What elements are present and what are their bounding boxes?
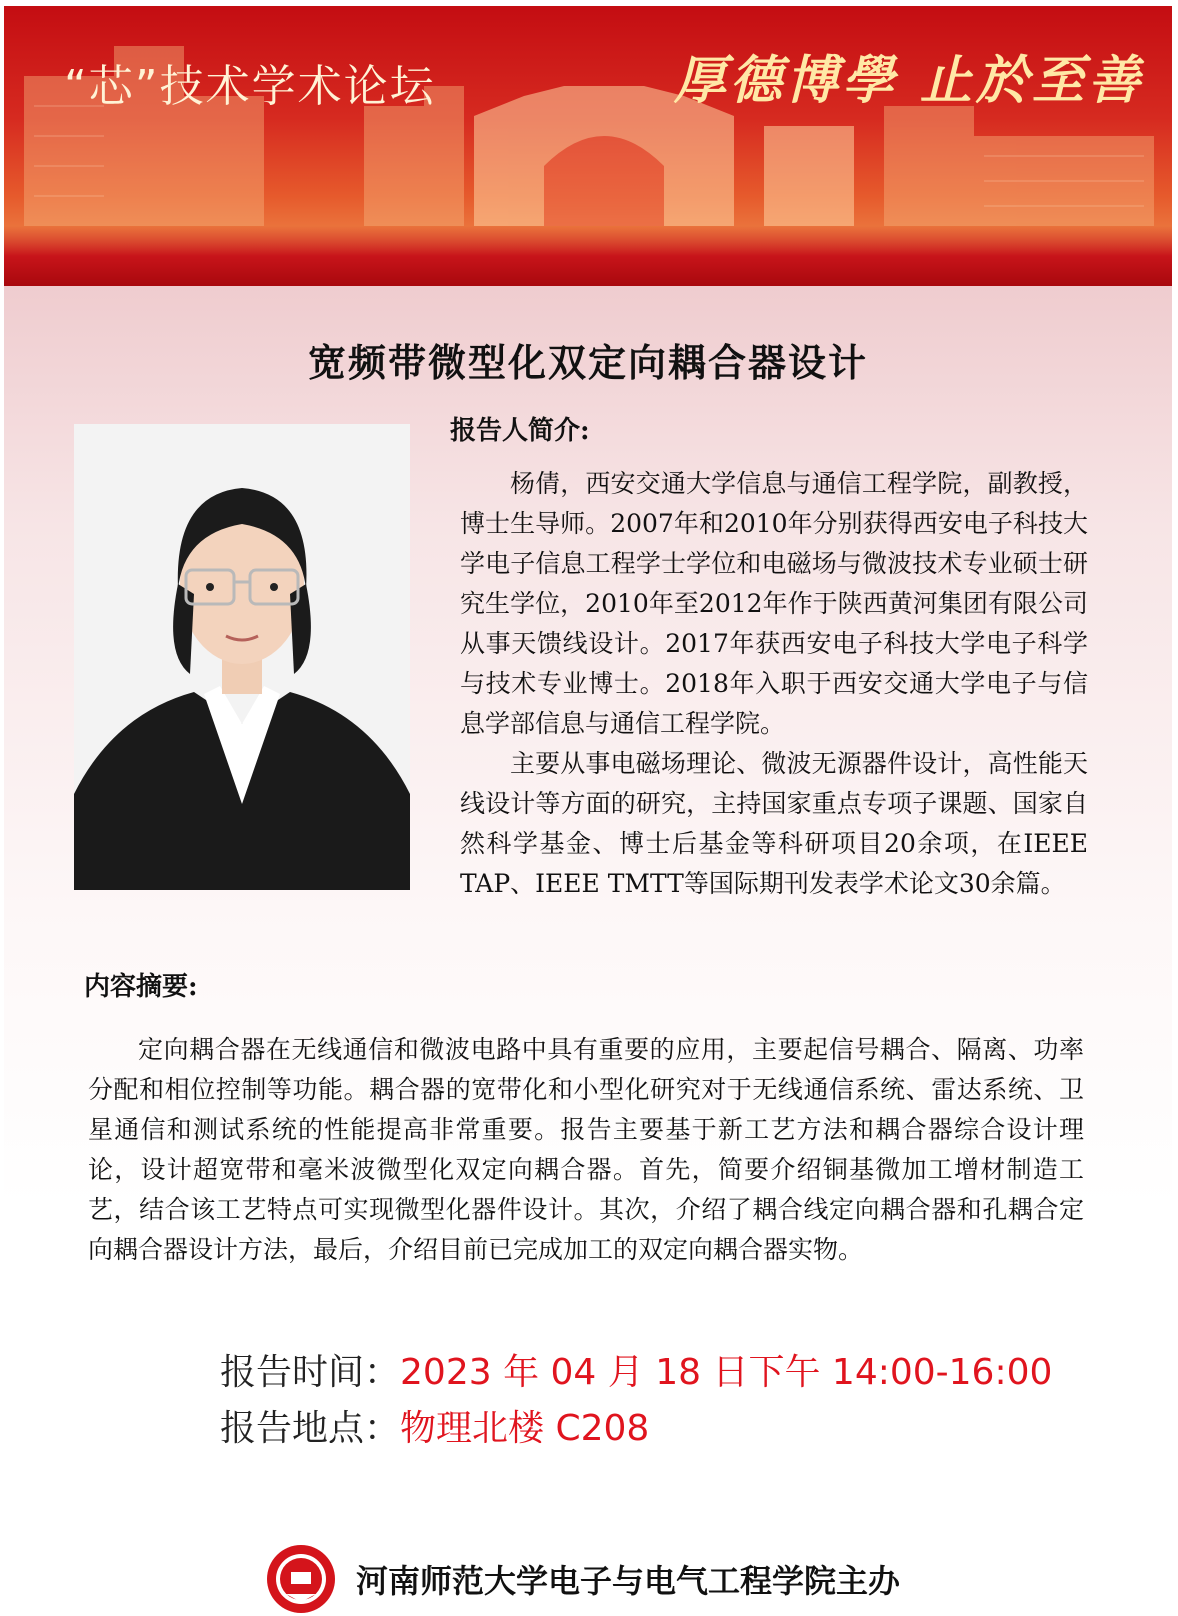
time-value: 2023 年 04 月 18 日下午 14:00-16:00 — [400, 1352, 1053, 1393]
abstract-body — [88, 1030, 1084, 1270]
bio-paragraph: 主要从事电磁场理论、微波无源器件设计，高性能天线设计等方面的研究，主持国家重点专项子课题、国家自然科学基金、博士后基金等科研项目20余项，在IEEE TAP、IEEE TMTT等国际期刊发表学术论文30余篇。 — [460, 749, 1088, 898]
speaker-intro-heading: 报告人简介: — [450, 416, 590, 446]
poster — [4, 6, 1172, 1610]
university-motto: 厚德博學 止於至善 — [673, 50, 1144, 111]
speaker-photo — [74, 424, 410, 890]
portrait-illustration — [74, 424, 410, 890]
abstract-heading: 内容摘要: — [84, 972, 198, 1002]
speaker-bio — [460, 464, 1088, 904]
report-time — [220, 1344, 1052, 1395]
talk-title: 宽频带微型化双定向耦合器设计 — [307, 340, 868, 385]
header-banner — [4, 6, 1172, 286]
place-value: 物理北楼 C208 — [400, 1408, 650, 1449]
banner-ribbon — [4, 226, 1172, 286]
time-label: 报告时间： — [220, 1352, 401, 1393]
forum-title: “芯”技术学术论坛 — [64, 61, 436, 112]
bio-paragraph: 杨倩，西安交通大学信息与通信工程学院，副教授，博士生导师。2007年和2010年分别获得西安电子科技大学电子信息工程学士学位和电磁场与微波技术专业硕士研究生学位，2010年至2012年作于陕西黄河集团有限公司从事天馈线设计。2017年获西安电子科技大学电子科学与技术专业博士。2018年入职于西安交通大学电子与信息学部信息与通信工程学院。 — [460, 469, 1088, 738]
report-place — [220, 1400, 649, 1451]
footer — [264, 1542, 984, 1616]
university-seal-icon — [264, 1542, 338, 1616]
organizer: 河南师范大学电子与电气工程学院主办 — [356, 1562, 901, 1600]
abstract-paragraph: 定向耦合器在无线通信和微波电路中具有重要的应用，主要起信号耦合、隔离、功率分配和相位控制等功能。耦合器的宽带化和小型化研究对于无线通信系统、雷达系统、卫星通信和测试系统的性能提高非常重要。报告主要基于新工艺方法和耦合器综合设计理论，设计超宽带和毫米波微型化双定向耦合器。首先，简要介绍铜基微加工增材制造工艺，结合该工艺特点可实现微型化器件设计。其次，介绍了耦合线定向耦合器和孔耦合定向耦合器设计方法，最后，介绍目前已完成加工的双定向耦合器实物。 — [88, 1035, 1084, 1264]
place-label: 报告地点： — [220, 1408, 401, 1449]
